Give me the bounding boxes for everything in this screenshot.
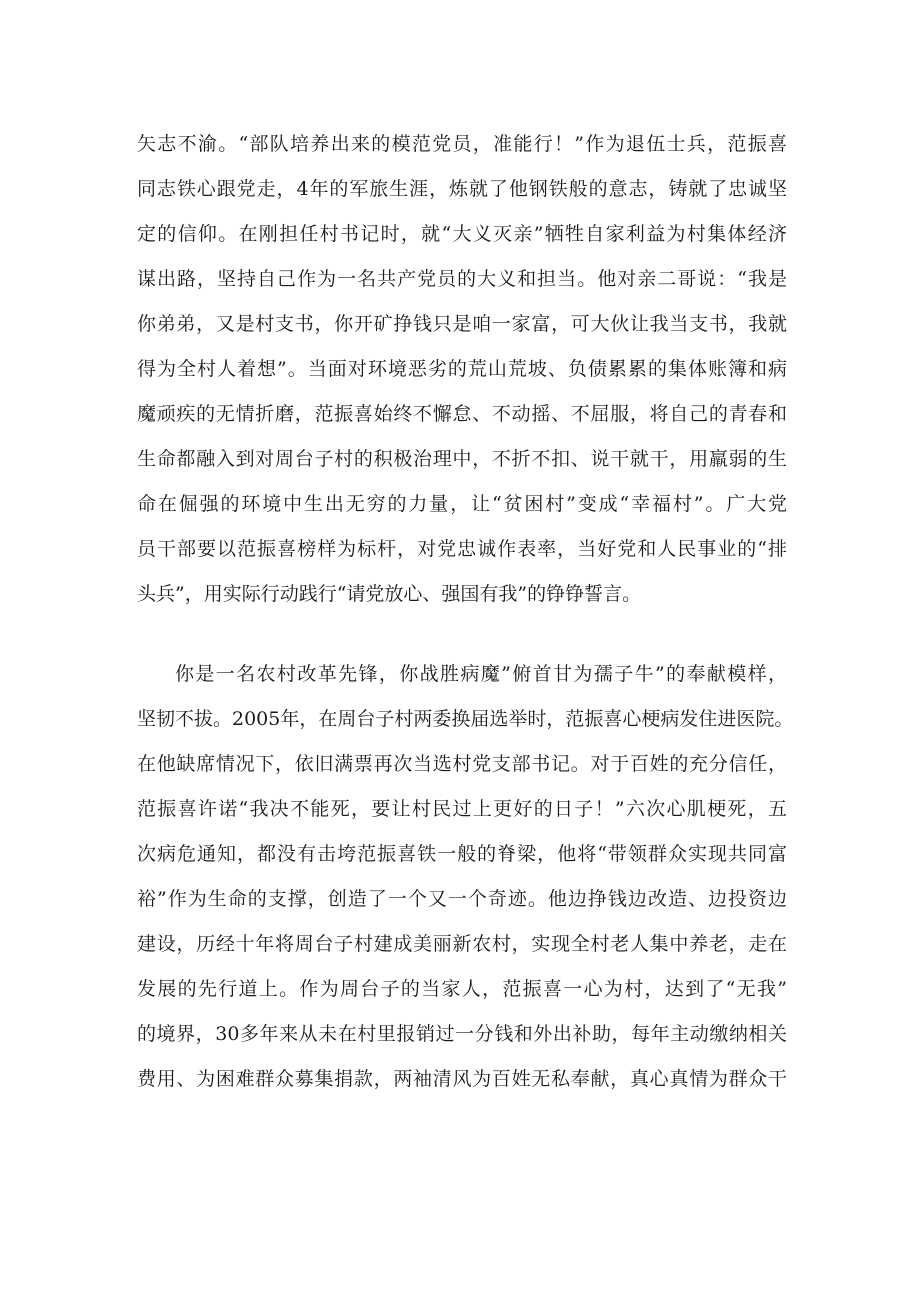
paragraph-2-line-10: 费用、为困难群众募集捐款，两袖清风为百姓无私奉献，真心真情为群众干 <box>137 1068 787 1090</box>
paragraph-1-line-9: 命在倔强的环境中生出无穷的力量，让“贫困村”变成“幸福村”。广大党 <box>137 493 787 515</box>
paragraph-1-line-8: 生命都融入到对周台子村的积极治理中，不折不扣、说干就干，用羸弱的生 <box>137 448 787 470</box>
paragraph-1-line-5: 你弟弟，又是村支书，你开矿挣钱只是咱一家富，可大伙让我当支书，我就 <box>137 313 787 335</box>
paragraph-2-line-7: 建设，历经十年将周台子村建成美丽新农村，实现全村老人集中养老，走在 <box>137 933 787 955</box>
paragraph-2-line-4: 范振喜许诺“我决不能死，要让村民过上更好的日子！”六次心肌梗死，五 <box>137 798 787 820</box>
paragraph-1-line-4: 谋出路，坚持自己作为一名共产党员的大义和担当。他对亲二哥说：“我是 <box>137 268 787 290</box>
paragraph-1-line-2: 同志铁心跟党走，4年的军旅生涯，炼就了他钢铁般的意志，铸就了忠诚坚 <box>137 178 787 200</box>
paragraph-2-line-2: 坚韧不拔。2005年，在周台子村两委换届选举时，范振喜心梗病发住进医院。 <box>137 708 794 730</box>
paragraph-1-line-6: 得为全村人着想”。当面对环境恶劣的荒山荒坡、负债累累的集体账簿和病 <box>137 358 787 380</box>
paragraph-1-line-1: 矢志不渝。“部队培养出来的模范党员，准能行！”作为退伍士兵，范振喜 <box>137 133 787 155</box>
paragraph-2-line-6: 裕”作为生命的支撑，创造了一个又一个奇迹。他边挣钱边改造、边投资边 <box>137 888 787 910</box>
paragraph-2-line-3: 在他缺席情况下，依旧满票再次当选村党支部书记。对于百姓的充分信任， <box>137 753 787 775</box>
paragraph-2-line-8: 发展的先行道上。作为周台子的当家人，范振喜一心为村，达到了“无我” <box>137 978 787 1000</box>
paragraph-2-line-9: 的境界，30多年来从未在村里报销过一分钱和外出补助，每年主动缴纳相关 <box>137 1023 787 1045</box>
paragraph-1-line-11: 头兵”，用实际行动践行“请党放心、强国有我”的铮铮誓言。 <box>137 583 642 605</box>
paragraph-1-line-10: 员干部要以范振喜榜样为标杆，对党忠诚作表率，当好党和人民事业的“排 <box>137 538 787 560</box>
paragraph-1-line-7: 魔顽疾的无情折磨，范振喜始终不懈怠、不动摇、不屈服，将自己的青春和 <box>137 403 787 425</box>
paragraph-1-line-3: 定的信仰。在刚担任村书记时，就“大义灭亲”牺牲自家利益为村集体经济 <box>137 223 787 245</box>
paragraph-2-line-5: 次病危通知，都没有击垮范振喜铁一般的脊梁，他将“带领群众实现共同富 <box>137 843 787 865</box>
paragraph-2-line-1: 你是一名农村改革先锋，你战胜病魔”俯首甘为孺子牛”的奉献模样， <box>175 663 787 685</box>
